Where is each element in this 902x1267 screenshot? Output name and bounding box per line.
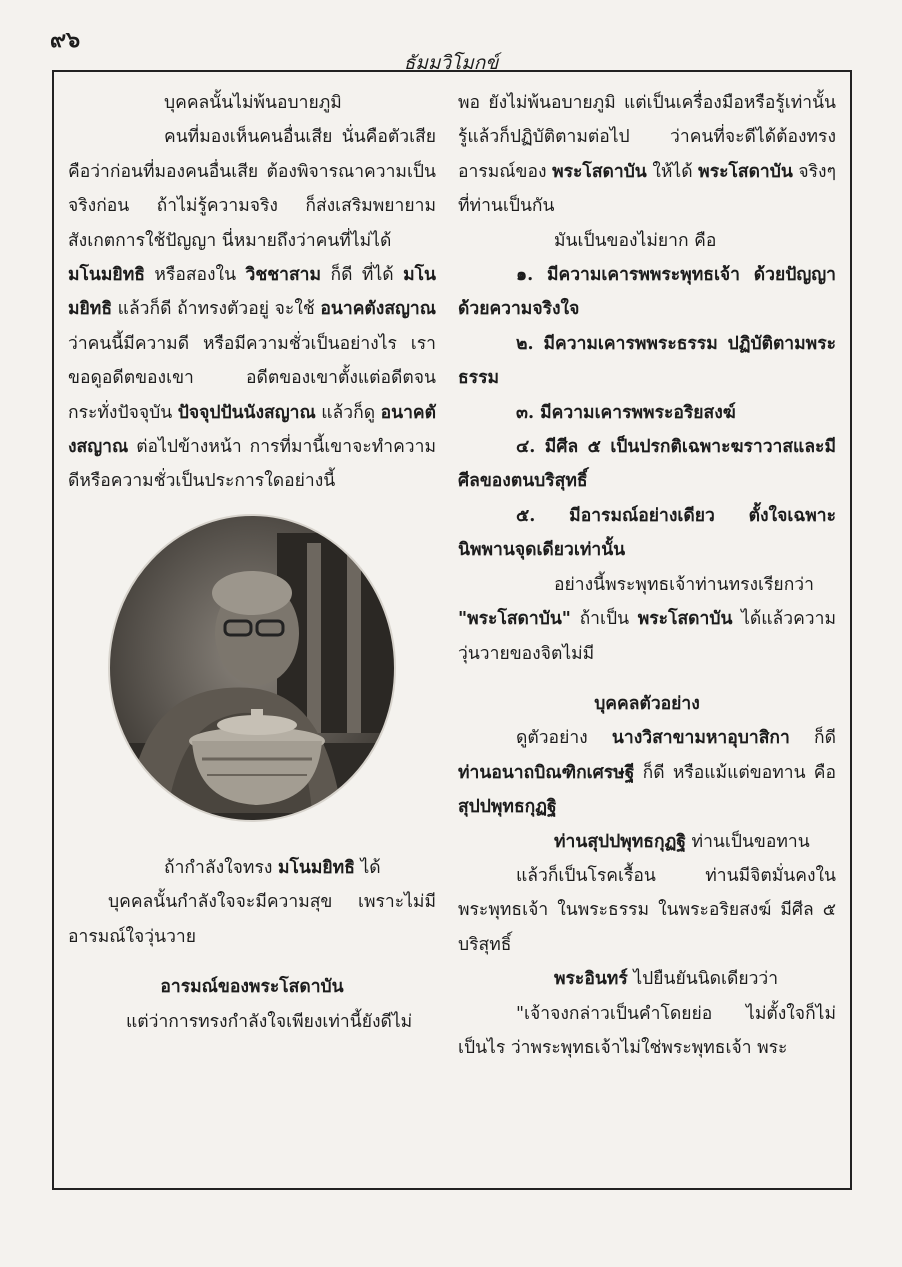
running-header: ธัมมวิโมกข์ [403,52,499,74]
paragraph: แต่ว่าการทรงกำลังใจเพียงเท่านี้ยังดีไม่ [126,1011,413,1032]
paragraph: บุคคลนั้นกำลังใจจะมีความสุข เพราะไม่มีอารมณ์ใจวุ่นวาย [68,892,436,947]
paragraph: มโนมยิทธิ หรือสองใน วิชชาสาม ก็ดี ที่ได้ มโนมยิทธิ แล้วก็ดี ถ้าทรงตัวอยู่ จะใช้ อนาคตังสญาณ ว่าคนนี้มีความดี หรือมีความชั่วเป็นอย่างไร เราขอดูอดีตของเขา อดีตของเขาตั้งแต่อดีตจนกระทั่งปัจจุบัน ปัจจุปปันนังสญาณ แล้วก็ดู อนาคตังสญาณ ต่อไปข้างหน้า การที่มานี้เขาจะทำความดีหรือความชั่วเป็นประการใดอย่างนี้ [68,265,436,492]
paragraph: อย่างนี้พระพุทธเจ้าท่านทรงเรียกว่า "พระโสดาบัน" ถ้าเป็น พระโสดาบัน ได้แล้วความวุ่นวายของจิตไม่มี [458,574,836,664]
photo-container [68,513,436,843]
paragraph: พอ ยังไม่พ้นอบายภูมิ แต่เป็นเครื่องมือหรือรู้เท่านั้น รู้แล้วก็ปฏิบัติตามต่อไป ว่าคนที่จะดีได้ต้องทรงอารมณ์ของ พระโสดาบัน ให้ได้ พระโสดาบัน จริงๆ ที่ท่านเป็นกัน [458,93,837,217]
page-frame [52,70,852,1190]
paragraph: พระอินทร์ ไปยืนยันนิดเดียวว่า [554,969,779,990]
paragraph: แล้วก็เป็นโรคเรื้อน ท่านมีจิตมั่นคงในพระพุทธเจ้า ในพระธรรม ในพระอริยสงฆ์ มีศีล ๕ บริสุทธิ์ [458,865,836,955]
section-heading: บุคคลตัวอย่าง [594,693,700,714]
list-item: ๔. มีศีล ๕ เป็นปรกติเฉพาะฆราวาสและมีศีลของตนบริสุทธิ์ [458,437,836,492]
list-item: ๒. มีความเคารพพระธรรม ปฏิบัติตามพระธรรม [458,333,836,389]
paragraph: "เจ้าจงกล่าวเป็นคำโดยย่อ ไม่ตั้งใจก็ไม่เป็นไร ว่าพระพุทธเจ้าไม่ใช่พระพุทธเจ้า พระ [458,1003,836,1058]
right-column [458,86,836,1065]
section-heading: อารมณ์ของพระโสดาบัน [160,977,344,998]
left-column [68,86,436,1039]
paragraph: บุคคลนั้นไม่พ้นอบายภูมิ [164,93,342,113]
paragraph: มันเป็นของไม่ยาก คือ [554,230,717,251]
page-number: ๙๖ [50,27,81,53]
monk-portrait-photo [107,513,397,823]
list-item: ๕. มีอารมณ์อย่างเดียว ตั้งใจเฉพาะนิพพานจุดเดียวเท่านั้น [458,505,836,561]
list-item: ๑. มีความเคารพพระพุทธเจ้า ด้วยปัญญาด้วยความจริงใจ [458,265,836,320]
paragraph: ถ้ากำลังใจทรง มโนมยิทธิ ได้ [164,857,381,878]
list-item: ๓. มีความเคารพพระอริยสงฆ์ [516,402,736,423]
paragraph: ดูตัวอย่าง นางวิสาขามหาอุบาสิกา ก็ดี ท่านอนาถบิณฑิกเศรษฐี ก็ดี หรือแม้แต่ขอทาน คือ สุปปพุทธกุฏฐิ [458,728,836,818]
paragraph: ท่านสุปปพุทธกุฏฐิ ท่านเป็นขอทาน [554,831,810,852]
paragraph: คนที่มองเห็นคนอื่นเสีย นั่นคือตัวเสีย คือว่าก่อนที่มองคนอื่นเสีย ต้องพิจารณาความเป็นจริงก่อน ถ้าไม่รู้ความจริง ก็ส่งเสริมพยายามสังเกตการใช้ปัญญา นี่หมายถึงว่าคนที่ไม่ได้ [68,127,436,251]
